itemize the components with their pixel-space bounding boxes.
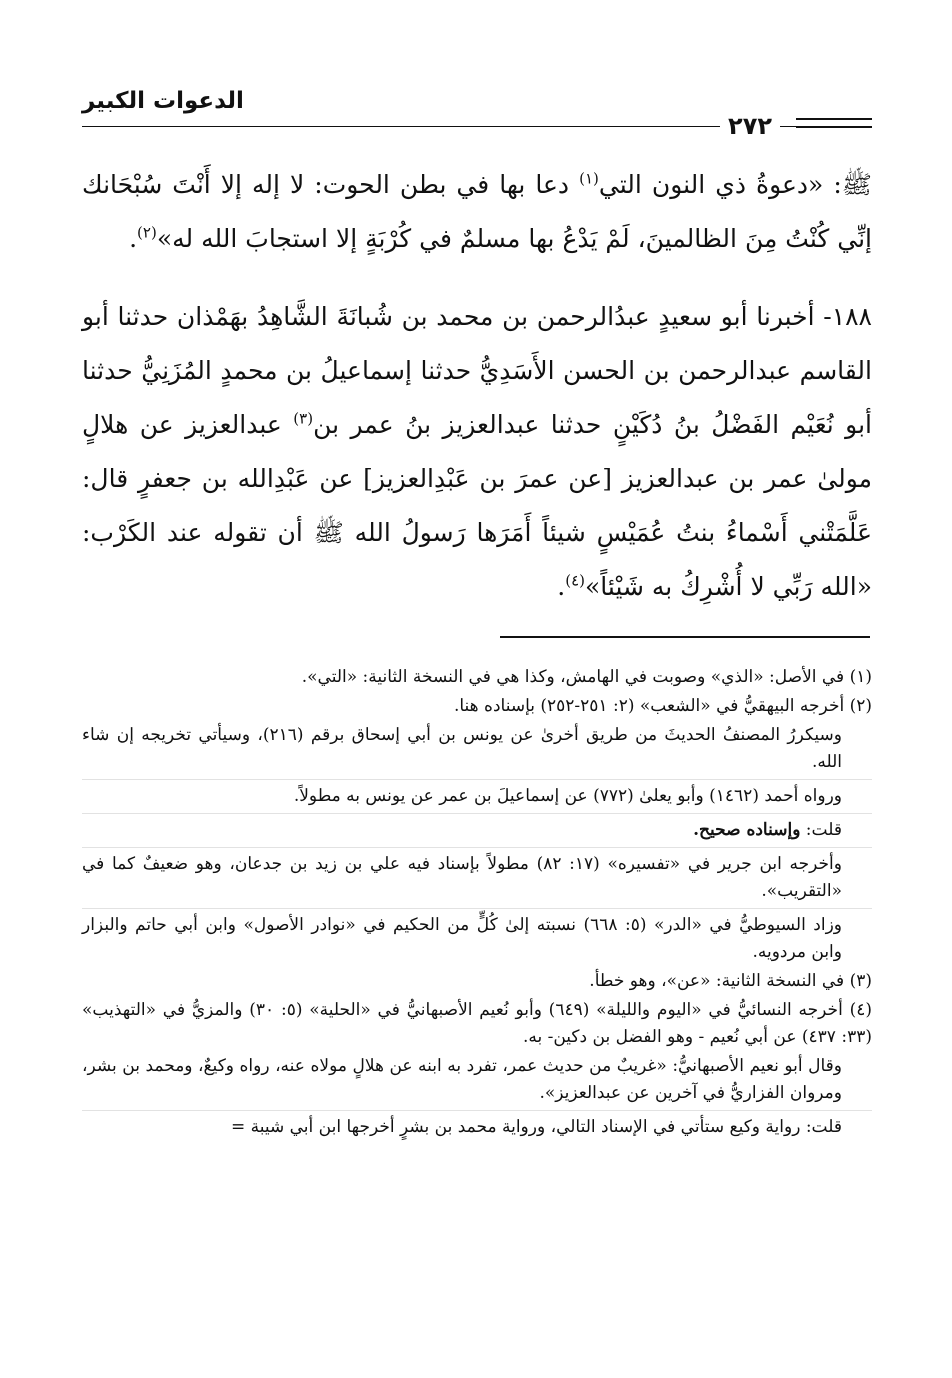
footnote-bold-verdict: وإسناده صحيح. [693, 820, 801, 840]
footnote-2: (٢) أخرجه البيهقيُّ في «الشعب» (٢: ٢٥١-٢٥٢) بإسناده هنا. [453, 696, 872, 716]
page-header [82, 88, 872, 144]
paragraph-text: عبدالعزيز عن هلالٍ مولىٰ عمر بن عبدالعزيز [عن عمرَ بن عَبْدِالعزيز] عن عَبْدِالله بن جعفرٍ قال: عَلَّمَتْني أَسْماءُ بنتُ عُمَيْسٍ شيئاً أَمَرَها رَسولُ الله ﷺ أن تقوله عند الكَرْب: «الله رَبِّي لا أُشْرِكُ به شَيْئاً» [82, 410, 872, 601]
footnote-4-continuation: قلت: رواية وكيع ستأتي في الإسناد التالي، ورواية محمد بن بشرٍ أخرجها ابن أبي شيبة = [82, 1110, 872, 1141]
main-text [82, 158, 872, 614]
book-title: الدعوات الكبير [82, 88, 244, 114]
footnotes [82, 664, 872, 1143]
footnote-4-continuation: وقال أبو نعيم الأصبهانيُّ: «غريبٌ من حديث عمر، تفرد به ابنه عن هلالٍ مولاه عنه، رواه وكيعٌ، ومحمد بن بشر، ومروان الفزاريُّ في آخرين عن عبدالعزيز». [82, 1056, 842, 1103]
footnote-2-continuation: وسيكررُ المصنفُ الحديثَ من طريق أخرىٰ عن يونس بن أبي إسحاق برقم (٢١٦)، وسيأتي تخريجه إن شاء الله. [82, 725, 842, 772]
footnote-1: (١) في الأصل: «الذي» وصوبت في الهامش، وكذا هي في النسخة الثانية: «التي». [301, 667, 872, 687]
footnote-2-continuation: ورواه أحمد (١٤٦٢) وأبو يعلىٰ (٧٧٢) عن إسماعيلَ بن عمر عن يونس به مطولاً. [82, 779, 872, 810]
paragraph-text: . [129, 224, 138, 253]
footnote-ref-1: (١) [579, 169, 599, 188]
footnote-ref-2: (٢) [137, 223, 157, 242]
paragraph-hadith-188 [82, 290, 872, 614]
paragraph-text: ١٨٨- أخبرنا أبو سعيدٍ عبدُالرحمن بن محمد بن شُبانَةَ الشَّاهِدُ بهَمْذان حدثنا أبو القاسم عبدالرحمن بن الحسن الأَسَدِيُّ حدثنا إسماعيلُ بن محمدٍ المُزَنِيُّ حدثنا أبو نُعَيْم الفَضْلُ بنُ دُكَيْنٍ حدثنا عبدالعزيز بنُ عمر بن [82, 302, 872, 439]
page-number: ٢٧٢ [720, 112, 780, 140]
paragraph-text: ﷺ: «دعوةُ ذي النون التي [598, 170, 873, 199]
footnote-separator [500, 636, 870, 638]
footnote-2-continuation: وزاد السيوطيُّ في «الدر» (٥: ٦٦٨) نسبته إلىٰ كُلٍّ من الحكيم في «نوادر الأصول» وابن أبي حاتم والبزار وابن مردويه. [82, 908, 872, 966]
footnote-3: (٣) في النسخة الثانية: «عن»، وهو خطأ. [589, 971, 872, 991]
paragraph-text: . [557, 572, 566, 601]
paragraph-text: دعا بها في بطن الحوت: لا إله إلا أَنْتَ سُبْحَانك إنِّي كُنْتُ مِنَ الظالمينَ، لَمْ يَدْعُ بها مسلمٌ في كُرْبَةٍ إلا استجابَ الله له» [82, 170, 872, 253]
footnote-2-verdict [82, 813, 872, 844]
footnote-text: قلت: [800, 820, 842, 840]
footnote-ref-4: (٤) [565, 571, 585, 590]
footnote-2-continuation: وأخرجه ابن جرير في «تفسيره» (١٧: ٨٢) مطولاً بإسناد فيه علي بن زيد بن جدعان، وهو ضعيفٌ كما في «التقريب». [82, 847, 872, 905]
footnote-ref-3: (٣) [293, 409, 314, 428]
header-double-rule [796, 118, 872, 128]
paragraph-prophet-dua [82, 158, 872, 266]
footnote-4: (٤) أخرجه النسائيُّ في «اليوم والليلة» (٦٤٩) وأبو نُعيم الأصبهانيُّ في «الحلية» (٥: ٣٠) والمزيُّ في «التهذيب» (٣٣: ٤٣٧) عن أبي نُعيم - وهو الفضل بن دكين- به. [82, 1000, 872, 1047]
